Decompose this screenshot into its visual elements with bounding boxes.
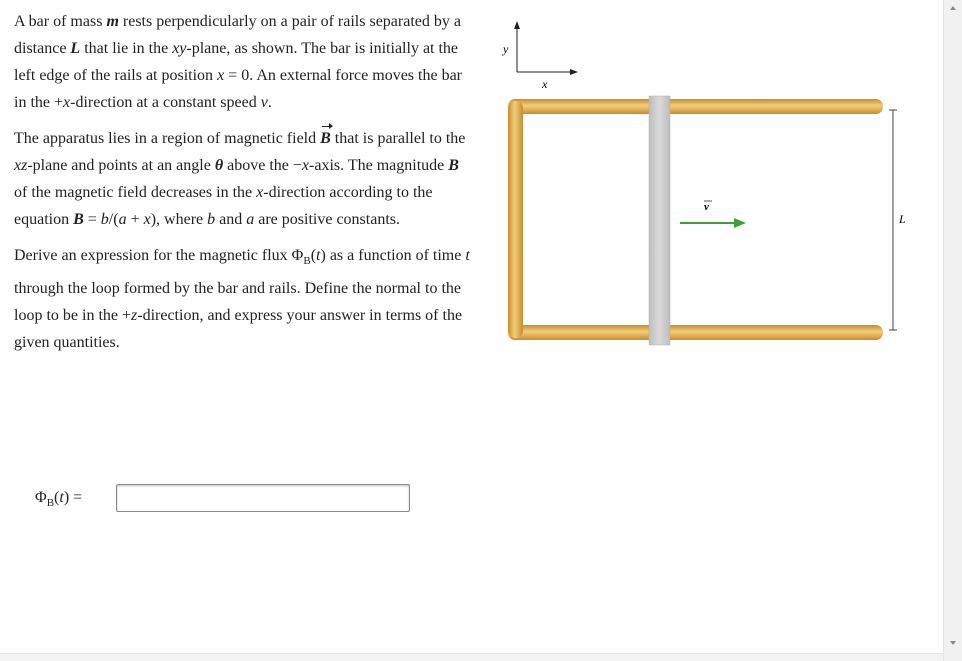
math-symbol: x: [63, 94, 71, 111]
flux-symbol: Φ: [35, 488, 47, 506]
math-symbol: b: [100, 211, 109, 228]
rails: [508, 99, 885, 340]
answer-row: [35, 484, 82, 514]
math-symbol: t: [465, 247, 470, 264]
text-run: -direction, and express your answer in terms of the given quantities.: [14, 307, 463, 352]
length-label: L: [899, 212, 906, 226]
math-symbol: B: [448, 157, 459, 174]
time-variable: t: [59, 488, 64, 506]
text-run: The apparatus lies in a region of magnetic field: [14, 130, 321, 147]
math-symbol: x: [143, 211, 151, 228]
math-symbol: B: [303, 255, 311, 268]
x-axis-label: x: [542, 77, 548, 91]
problem-paragraph-3: [14, 242, 474, 356]
math-symbol: B: [320, 125, 331, 152]
text-run: /(: [108, 211, 119, 228]
text-run: .: [267, 94, 272, 111]
bottom-rail: [508, 325, 883, 340]
text-run: of the magnetic field decreases in the: [14, 184, 257, 201]
math-symbol: a: [246, 211, 255, 228]
scroll-down-arrow-icon[interactable]: [950, 641, 956, 645]
x-axis-arrowhead: [570, 69, 578, 75]
math-symbol: xz: [14, 157, 28, 174]
horizontal-scrollbar[interactable]: [0, 653, 943, 661]
y-axis-label: y: [503, 42, 509, 56]
text-run: A bar of mass: [14, 13, 107, 30]
coordinate-axes: [502, 21, 578, 91]
answer-label: $\Phi_B(t)$ =: [35, 488, 83, 510]
math-symbol: z: [131, 307, 138, 325]
text-run: =: [83, 211, 101, 228]
text-run: above the −: [223, 157, 302, 174]
text-run: Derive an expression for the magnetic flux Φ: [14, 247, 304, 264]
velocity-label: v: [704, 201, 709, 213]
length-dimension: [889, 110, 906, 330]
math-symbol: x: [301, 157, 310, 174]
math-symbol: a: [118, 211, 127, 228]
answer-input[interactable]: [116, 484, 410, 512]
text-run: = 0. An external force moves the bar in the +: [14, 67, 462, 111]
math-symbol: x: [256, 184, 264, 201]
top-rail: [508, 99, 883, 114]
problem-paragraph-2: [14, 125, 474, 233]
problem-paragraph-1: [14, 8, 474, 116]
flux-subscript: B: [46, 497, 55, 510]
text-run: through the loop formed by the bar and rails. Define the normal to the loop to be in the +: [14, 280, 461, 325]
left-rail: [508, 101, 523, 338]
loop-interior: [523, 114, 885, 325]
math-symbol: t: [316, 247, 321, 264]
math-symbol: L: [70, 40, 81, 57]
text-run: ) as a function of time: [320, 247, 466, 264]
math-symbol: b: [207, 211, 216, 228]
math-symbol: v: [260, 94, 268, 111]
vertical-scrollbar[interactable]: [943, 0, 962, 661]
math-symbol: m: [106, 13, 119, 30]
text-run: -plane and points at an angle: [27, 157, 215, 174]
rail-bar-figure: [500, 15, 906, 355]
problem-statement: [14, 8, 474, 365]
text-run: are positive constants.: [254, 211, 400, 228]
text-run: that lie in the: [80, 40, 173, 57]
text-run: and: [215, 211, 247, 228]
math-symbol: B: [73, 211, 84, 228]
text-run: -direction at a constant speed: [70, 94, 261, 111]
math-symbol: x: [217, 67, 225, 84]
text-run: that is parallel to the: [330, 130, 466, 147]
text-run: -plane, as shown. The bar is initially at the left edge of the rails at position: [14, 40, 459, 84]
math-symbol: xy: [172, 40, 187, 57]
text-run: (: [310, 247, 317, 264]
text-run: +: [126, 211, 144, 228]
text-run: rests perpendicularly on a pair of rails separated by a distance: [14, 13, 461, 57]
math-symbol: θ: [214, 157, 224, 174]
equals-sign: =: [69, 488, 83, 506]
text-run: ), where: [150, 211, 208, 228]
scroll-up-arrow-icon[interactable]: [950, 6, 956, 10]
y-axis-arrowhead: [514, 21, 520, 29]
text-run: -axis. The magnitude: [309, 157, 449, 174]
sliding-bar: [649, 96, 670, 345]
text-run: -direction according to the equation: [14, 184, 433, 228]
